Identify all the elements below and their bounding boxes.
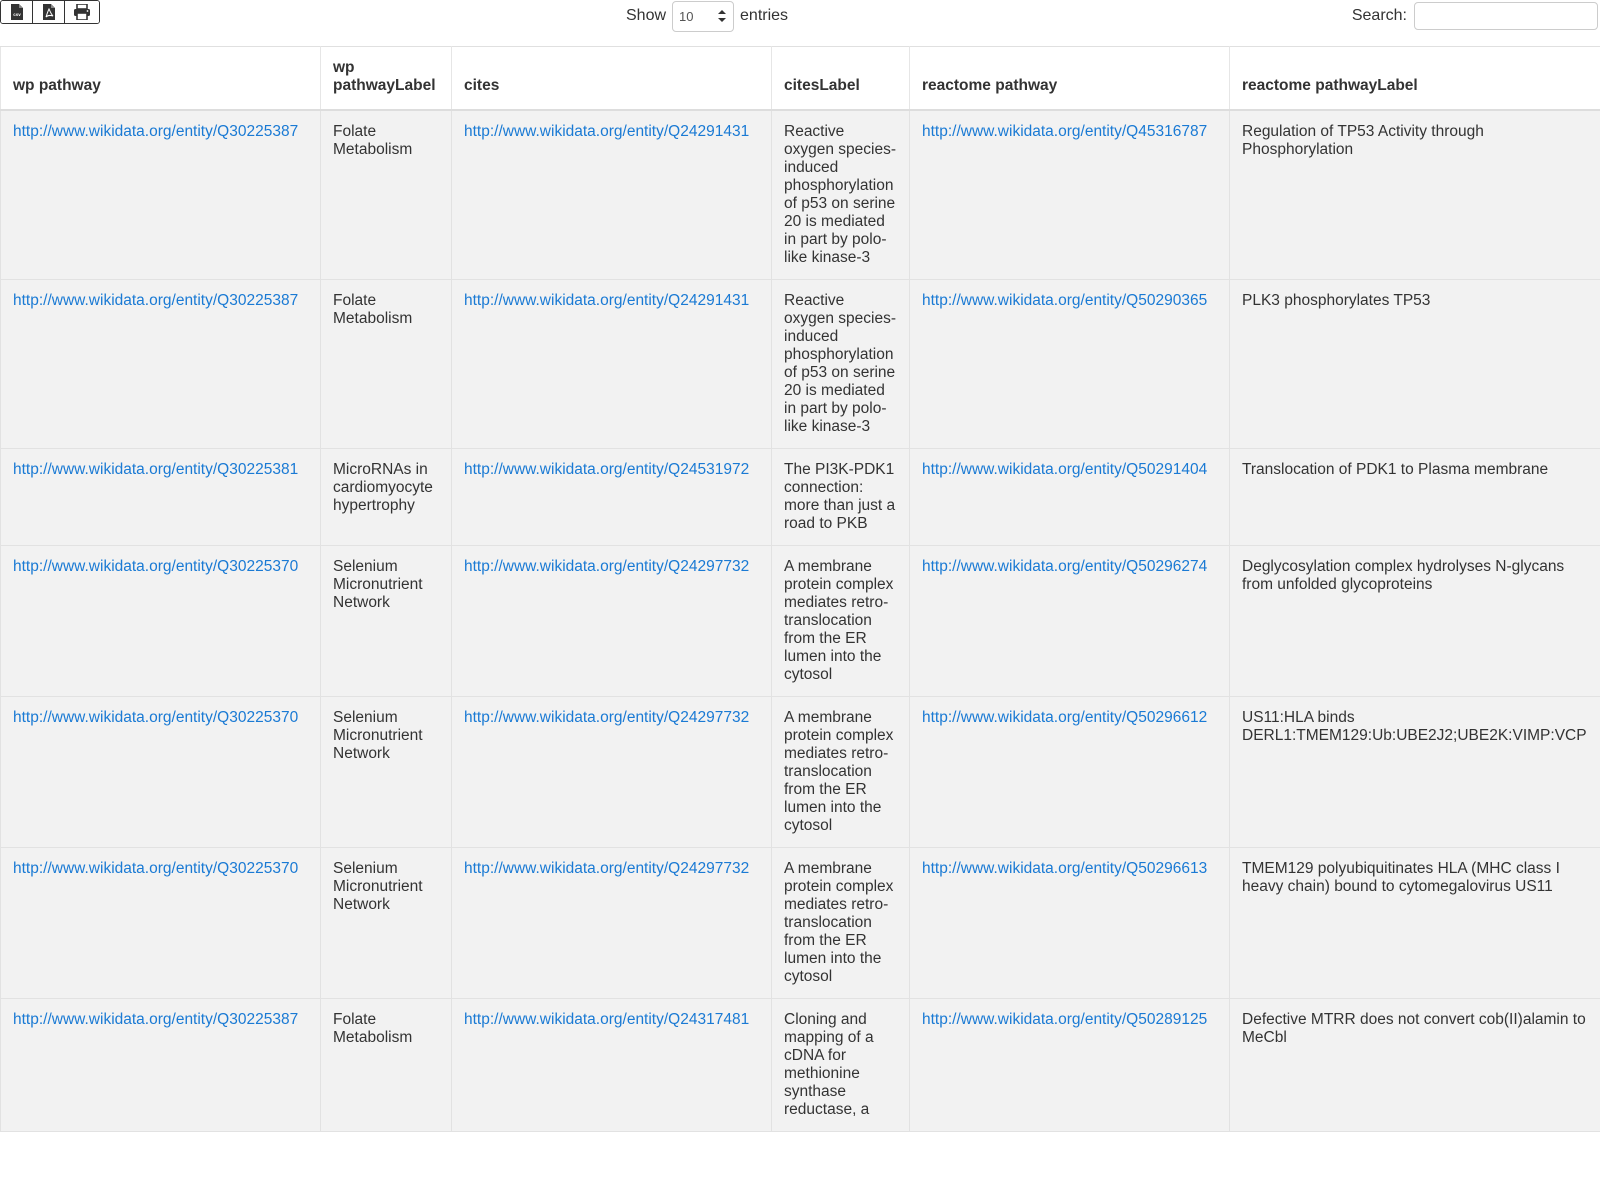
cites-label-text: A membrane protein complex mediates retro-translocation from the ER lumen into the cytosol bbox=[784, 860, 894, 985]
wp-pathway-link[interactable]: http://www.wikidata.org/entity/Q30225370 bbox=[13, 709, 299, 726]
cell-cites bbox=[452, 110, 772, 280]
reactome-pathway-label-text: Translocation of PDK1 to Plasma membrane bbox=[1242, 461, 1549, 478]
cell-wp-pathway bbox=[1, 999, 321, 1132]
cell-reactome-pathway-label bbox=[1230, 280, 1600, 449]
column-header-reactome-pathway-label[interactable]: reactome pathwayLabel bbox=[1230, 47, 1600, 111]
cell-wp-pathway-label bbox=[321, 449, 452, 546]
column-header-reactome-pathway[interactable]: reactome pathway bbox=[910, 47, 1230, 111]
reactome-pathway-link[interactable]: http://www.wikidata.org/entity/Q50290365 bbox=[922, 292, 1208, 309]
cell-cites-label bbox=[772, 999, 910, 1132]
cell-cites-label bbox=[772, 697, 910, 848]
cell-reactome-pathway bbox=[910, 110, 1230, 280]
cell-reactome-pathway-label bbox=[1230, 449, 1600, 546]
cell-reactome-pathway bbox=[910, 449, 1230, 546]
cell-wp-pathway bbox=[1, 110, 321, 280]
cell-reactome-pathway bbox=[910, 697, 1230, 848]
pdf-file-icon bbox=[42, 4, 56, 20]
cell-reactome-pathway-label bbox=[1230, 999, 1600, 1132]
cell-cites-label bbox=[772, 280, 910, 449]
reactome-pathway-label-text: US11:HLA binds DERL1:TMEM129:Ub:UBE2J2;UBE2K:VIMP:VCP bbox=[1242, 709, 1587, 744]
cites-link[interactable]: http://www.wikidata.org/entity/Q24291431 bbox=[464, 123, 750, 140]
print-button[interactable] bbox=[65, 1, 99, 23]
cell-reactome-pathway bbox=[910, 848, 1230, 999]
cell-reactome-pathway bbox=[910, 999, 1230, 1132]
cell-wp-pathway-label bbox=[321, 697, 452, 848]
export-csv-button[interactable] bbox=[1, 1, 33, 23]
cell-wp-pathway-label bbox=[321, 999, 452, 1132]
wp-pathway-link[interactable]: http://www.wikidata.org/entity/Q30225387 bbox=[13, 123, 299, 140]
cell-reactome-pathway bbox=[910, 280, 1230, 449]
cites-link[interactable]: http://www.wikidata.org/entity/Q24297732 bbox=[464, 558, 750, 575]
csv-file-icon bbox=[10, 4, 24, 20]
wp-pathway-label-text: Selenium Micronutrient Network bbox=[333, 860, 423, 913]
cell-wp-pathway bbox=[1, 848, 321, 999]
cites-label-text: The PI3K-PDK1 connection: more than just a road to PKB bbox=[784, 461, 896, 532]
wp-pathway-link[interactable]: http://www.wikidata.org/entity/Q30225387 bbox=[13, 292, 299, 309]
cites-label-text: A membrane protein complex mediates retro-translocation from the ER lumen into the cytosol bbox=[784, 709, 894, 834]
cell-cites bbox=[452, 280, 772, 449]
cell-wp-pathway-label bbox=[321, 280, 452, 449]
cites-link[interactable]: http://www.wikidata.org/entity/Q24297732 bbox=[464, 709, 750, 726]
table-row bbox=[1, 449, 1600, 546]
csv-icon-label: csv bbox=[12, 12, 21, 17]
table-row bbox=[1, 999, 1600, 1132]
reactome-pathway-label-text: Regulation of TP53 Activity through Phosphorylation bbox=[1242, 123, 1484, 158]
reactome-pathway-label-text: Defective MTRR does not convert cob(II)alamin to MeCbl bbox=[1242, 1011, 1586, 1046]
reactome-pathway-link[interactable]: http://www.wikidata.org/entity/Q50289125 bbox=[922, 1011, 1208, 1028]
column-header-wp-pathway-label[interactable]: wp pathwayLabel bbox=[321, 47, 452, 111]
cell-cites-label bbox=[772, 449, 910, 546]
reactome-pathway-label-text: PLK3 phosphorylates TP53 bbox=[1242, 292, 1431, 309]
export-button-group bbox=[0, 0, 100, 24]
reactome-pathway-link[interactable]: http://www.wikidata.org/entity/Q50291404 bbox=[922, 461, 1208, 478]
show-label: Show bbox=[626, 7, 667, 24]
page-length-select-wrap bbox=[666, 1, 740, 32]
cites-link[interactable]: http://www.wikidata.org/entity/Q24317481 bbox=[464, 1011, 750, 1028]
cell-cites-label bbox=[772, 546, 910, 697]
table-row bbox=[1, 280, 1600, 449]
cites-label-text: Reactive oxygen species-induced phosphorylation of p53 on serine 20 is mediated in part by polo-like kinase-3 bbox=[784, 292, 897, 435]
cell-cites bbox=[452, 999, 772, 1132]
search-label: Search: bbox=[1351, 7, 1407, 24]
page-length-control bbox=[626, 1, 788, 31]
column-header-wp-pathway[interactable]: wp pathway bbox=[1, 47, 321, 111]
reactome-pathway-link[interactable]: http://www.wikidata.org/entity/Q50296274 bbox=[922, 558, 1208, 575]
cites-label-text: A membrane protein complex mediates retro-translocation from the ER lumen into the cytosol bbox=[784, 558, 894, 683]
cell-wp-pathway-label bbox=[321, 110, 452, 280]
cites-link[interactable]: http://www.wikidata.org/entity/Q24291431 bbox=[464, 292, 750, 309]
cell-cites bbox=[452, 697, 772, 848]
cell-cites-label bbox=[772, 848, 910, 999]
entries-label: entries bbox=[740, 7, 789, 24]
wp-pathway-label-text: Folate Metabolism bbox=[333, 123, 413, 158]
reactome-pathway-link[interactable]: http://www.wikidata.org/entity/Q45316787 bbox=[922, 123, 1208, 140]
page-length-select[interactable] bbox=[672, 1, 734, 32]
wp-pathway-label-text: Folate Metabolism bbox=[333, 292, 413, 327]
table-row bbox=[1, 546, 1600, 697]
cell-reactome-pathway-label bbox=[1230, 110, 1600, 280]
search-control bbox=[1352, 0, 1598, 32]
cell-wp-pathway-label bbox=[321, 546, 452, 697]
wp-pathway-link[interactable]: http://www.wikidata.org/entity/Q30225370 bbox=[13, 860, 299, 877]
reactome-pathway-link[interactable]: http://www.wikidata.org/entity/Q50296612 bbox=[922, 709, 1208, 726]
table-toolbar bbox=[0, 0, 1600, 46]
table-row bbox=[1, 697, 1600, 848]
cell-cites-label bbox=[772, 110, 910, 280]
cell-wp-pathway bbox=[1, 280, 321, 449]
cell-wp-pathway-label bbox=[321, 848, 452, 999]
cell-reactome-pathway-label bbox=[1230, 848, 1600, 999]
cell-reactome-pathway-label bbox=[1230, 546, 1600, 697]
cell-wp-pathway bbox=[1, 546, 321, 697]
cell-reactome-pathway bbox=[910, 546, 1230, 697]
cell-wp-pathway bbox=[1, 697, 321, 848]
cell-cites bbox=[452, 546, 772, 697]
wp-pathway-label-text: Selenium Micronutrient Network bbox=[333, 558, 423, 611]
wp-pathway-link[interactable]: http://www.wikidata.org/entity/Q30225370 bbox=[13, 558, 299, 575]
cites-label-text: Cloning and mapping of a cDNA for methionine synthase reductase, a bbox=[784, 1011, 874, 1118]
table-header-row bbox=[1, 47, 1600, 111]
cell-cites bbox=[452, 848, 772, 999]
column-header-cites-label[interactable]: citesLabel bbox=[772, 47, 910, 111]
table-row bbox=[1, 848, 1600, 999]
wp-pathway-label-text: Folate Metabolism bbox=[333, 1011, 413, 1046]
table-row bbox=[1, 110, 1600, 280]
reactome-pathway-link[interactable]: http://www.wikidata.org/entity/Q50296613 bbox=[922, 860, 1208, 877]
cell-wp-pathway bbox=[1, 449, 321, 546]
wp-pathway-link[interactable]: http://www.wikidata.org/entity/Q30225387 bbox=[13, 1011, 299, 1028]
print-icon bbox=[73, 4, 91, 20]
export-pdf-button[interactable] bbox=[33, 1, 65, 23]
wp-pathway-label-text: MicroRNAs in cardiomyocyte hypertrophy bbox=[333, 461, 433, 514]
wp-pathway-label-text: Selenium Micronutrient Network bbox=[333, 709, 423, 762]
cell-cites bbox=[452, 449, 772, 546]
wp-pathway-link[interactable]: http://www.wikidata.org/entity/Q30225381 bbox=[13, 461, 299, 478]
cites-link[interactable]: http://www.wikidata.org/entity/Q24297732 bbox=[464, 860, 750, 877]
reactome-pathway-label-text: TMEM129 polyubiquitinates HLA (MHC class I heavy chain) bound to cytomegalovirus US11 bbox=[1242, 860, 1560, 895]
table-body bbox=[1, 110, 1600, 1132]
search-input[interactable] bbox=[1414, 2, 1598, 30]
results-table bbox=[0, 46, 1600, 1132]
reactome-pathway-label-text: Deglycosylation complex hydrolyses N-glycans from unfolded glycoproteins bbox=[1242, 558, 1565, 593]
cites-link[interactable]: http://www.wikidata.org/entity/Q24531972 bbox=[464, 461, 750, 478]
cell-reactome-pathway-label bbox=[1230, 697, 1600, 848]
column-header-cites[interactable]: cites bbox=[452, 47, 772, 111]
cites-label-text: Reactive oxygen species-induced phosphorylation of p53 on serine 20 is mediated in part by polo-like kinase-3 bbox=[784, 123, 897, 266]
